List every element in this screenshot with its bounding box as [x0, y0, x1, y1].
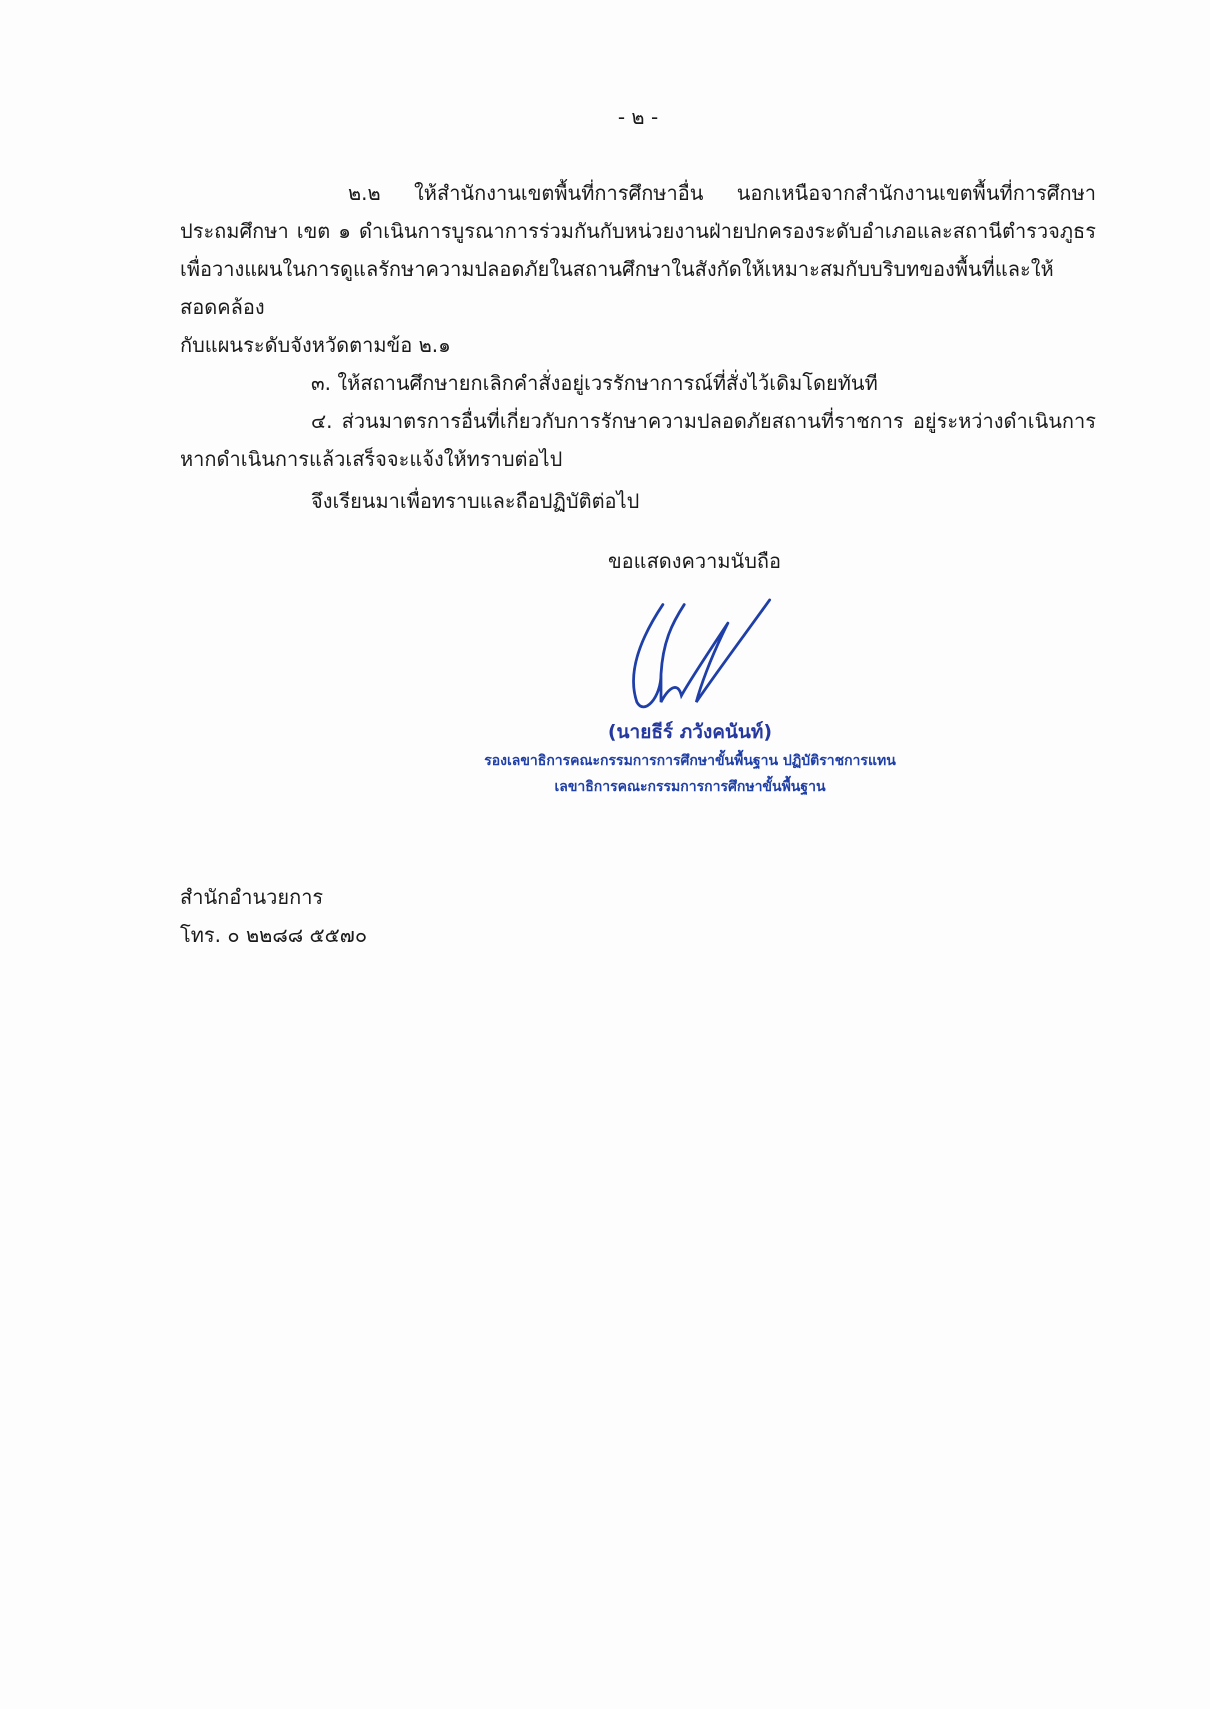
document-body: [180, 100, 1096, 954]
paragraph-4-line: หากดำเนินการแล้วเสร็จจะแจ้งให้ทราบต่อไป: [180, 447, 563, 471]
footer-office: สำนักอำนวยการ: [180, 885, 324, 909]
salutation: ขอแสดงความนับถือ: [608, 549, 782, 573]
paragraph-2-2-line: กับแผนระดับจังหวัดตามข้อ ๒.๑: [180, 333, 451, 357]
paragraph-3: ๓. ให้สถานศึกษายกเลิกคำสั่งอยู่เวรรักษาการณ์ที่สั่งไว้เดิมโดยทันที: [311, 371, 878, 395]
signatory-position-stamp: รองเลขาธิการคณะกรรมการการศึกษาขั้นพื้นฐาน ปฏิบัติราชการแทน: [484, 753, 896, 769]
signatory-name: (นายธีร์ ภวังคนันท์): [607, 721, 773, 743]
paragraph-2-2-line: ๒.๒ ให้สำนักงานเขตพื้นที่การศึกษาอื่น นอกเหนือจากสำนักงานเขตพื้นที่การศึกษา: [348, 181, 1096, 205]
closing-sentence: จึงเรียนมาเพื่อทราบและถือปฏิบัติต่อไป: [311, 489, 640, 513]
signatory-position-stamp: เลขาธิการคณะกรรมการการศึกษาขั้นพื้นฐาน: [554, 779, 826, 795]
footer-phone: โทร. ๐ ๒๒๘๘ ๕๕๗๐: [180, 923, 368, 947]
paragraph-2-2-line: เพื่อวางแผนในการดูแลรักษาความปลอดภัยในสถานศึกษาในสังกัดให้เหมาะสมกับบริบทของพื้นที่และให้สอดคล้อง: [180, 257, 1054, 319]
page-number: - ๒ -: [617, 105, 659, 129]
handwritten-signature: [610, 586, 790, 716]
paragraph-2-2-line: ประถมศึกษา เขต ๑ ดำเนินการบูรณาการร่วมกันกับหน่วยงานฝ่ายปกครองระดับอำเภอและสถานีตำรวจภูธร: [180, 219, 1096, 243]
paragraph-4-line: ๔. ส่วนมาตรการอื่นที่เกี่ยวกับการรักษาความปลอดภัยสถานที่ราชการ อยู่ระหว่างดำเนินการ: [311, 409, 1096, 433]
